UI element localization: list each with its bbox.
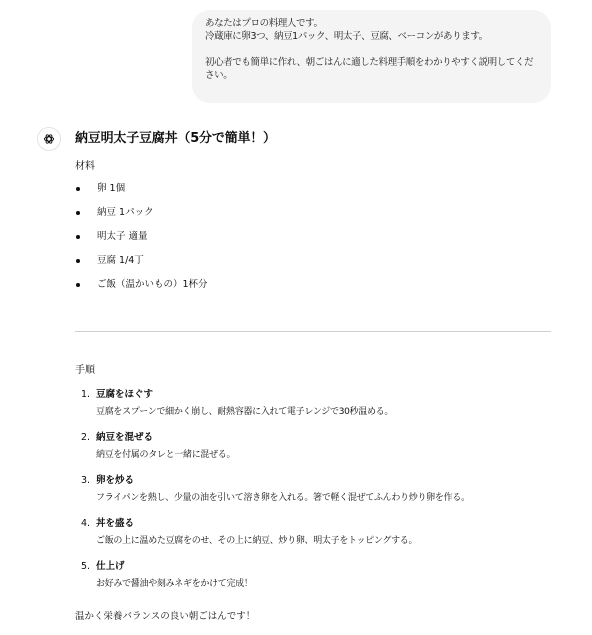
step-title: 卵を炒る: [96, 475, 135, 486]
steps-section: [75, 364, 555, 603]
ingredient-item: [75, 278, 555, 302]
ingredient-item: [75, 182, 555, 206]
step-title: 豆腐をほぐす: [96, 389, 154, 400]
bullet-icon: [76, 211, 80, 215]
step-title: 丼を盛る: [96, 518, 135, 529]
bullet-icon: [76, 283, 80, 287]
step-description: フライパンを熱し、少量の油を引いて溶き卵を入れる。箸で軽く混ぜてふんわり炒り卵を作る。: [96, 493, 470, 503]
openai-logo-icon: [42, 132, 56, 146]
bullet-icon: [76, 187, 80, 191]
ingredient-text: 卵 1個: [97, 183, 126, 194]
steps-list: [75, 388, 555, 603]
step-description: お好みで醤油や刻みネギをかけて完成！: [96, 579, 253, 589]
step-number: 2.: [81, 432, 91, 443]
bullet-icon: [76, 259, 80, 263]
paragraph-gap: [205, 43, 539, 56]
step-item: [75, 474, 555, 517]
ingredients-heading: 材料: [75, 161, 95, 172]
step-item: [75, 517, 555, 560]
user-message-line: 初心者でも簡単に作れ、朝ごはんに適した料理手順をわかりやすく説明してください。: [205, 57, 534, 81]
step-item: [75, 560, 555, 603]
step-description: 納豆を付属のタレと一緒に混ぜる。: [96, 450, 236, 460]
steps-heading: 手順: [75, 365, 95, 376]
closing-text: 温かく栄養バランスの良い朝ごはんです！: [75, 611, 256, 622]
step-number: 4.: [81, 518, 91, 529]
assistant-avatar: [37, 127, 61, 151]
assistant-answer: [75, 130, 555, 302]
ingredient-item: [75, 254, 555, 278]
ingredient-text: 明太子 適量: [97, 231, 148, 242]
user-message-bubble: [192, 10, 551, 103]
ingredient-item: [75, 230, 555, 254]
step-title: 納豆を混ぜる: [96, 432, 154, 443]
step-description: 豆腐をスプーンで細かく崩し、耐熱容器に入れて電子レンジで30秒温める。: [96, 407, 394, 417]
ingredient-text: 豆腐 1/4丁: [97, 255, 144, 266]
user-message-line: あなたはプロの料理人です。: [205, 18, 323, 29]
step-description: ご飯の上に温めた豆腐をのせ、その上に納豆、炒り卵、明太子をトッピングする。: [96, 536, 418, 546]
ingredient-text: ご飯（温かいもの）1杯分: [97, 279, 208, 290]
step-number: 1.: [81, 389, 91, 400]
ingredient-item: [75, 206, 555, 230]
step-item: [75, 388, 555, 431]
step-title: 仕上げ: [96, 561, 125, 572]
recipe-title: 納豆明太子豆腐丼（5分で簡単！）: [75, 131, 276, 146]
ingredient-text: 納豆 1パック: [97, 207, 154, 218]
user-message-line: 冷蔵庫に卵3つ、納豆1パック、明太子、豆腐、ベーコンがあります。: [205, 31, 488, 42]
step-item: [75, 431, 555, 474]
ingredients-list: [75, 182, 555, 302]
bullet-icon: [76, 235, 80, 239]
section-divider: [75, 331, 551, 332]
step-number: 3.: [81, 475, 91, 486]
step-number: 5.: [81, 561, 91, 572]
